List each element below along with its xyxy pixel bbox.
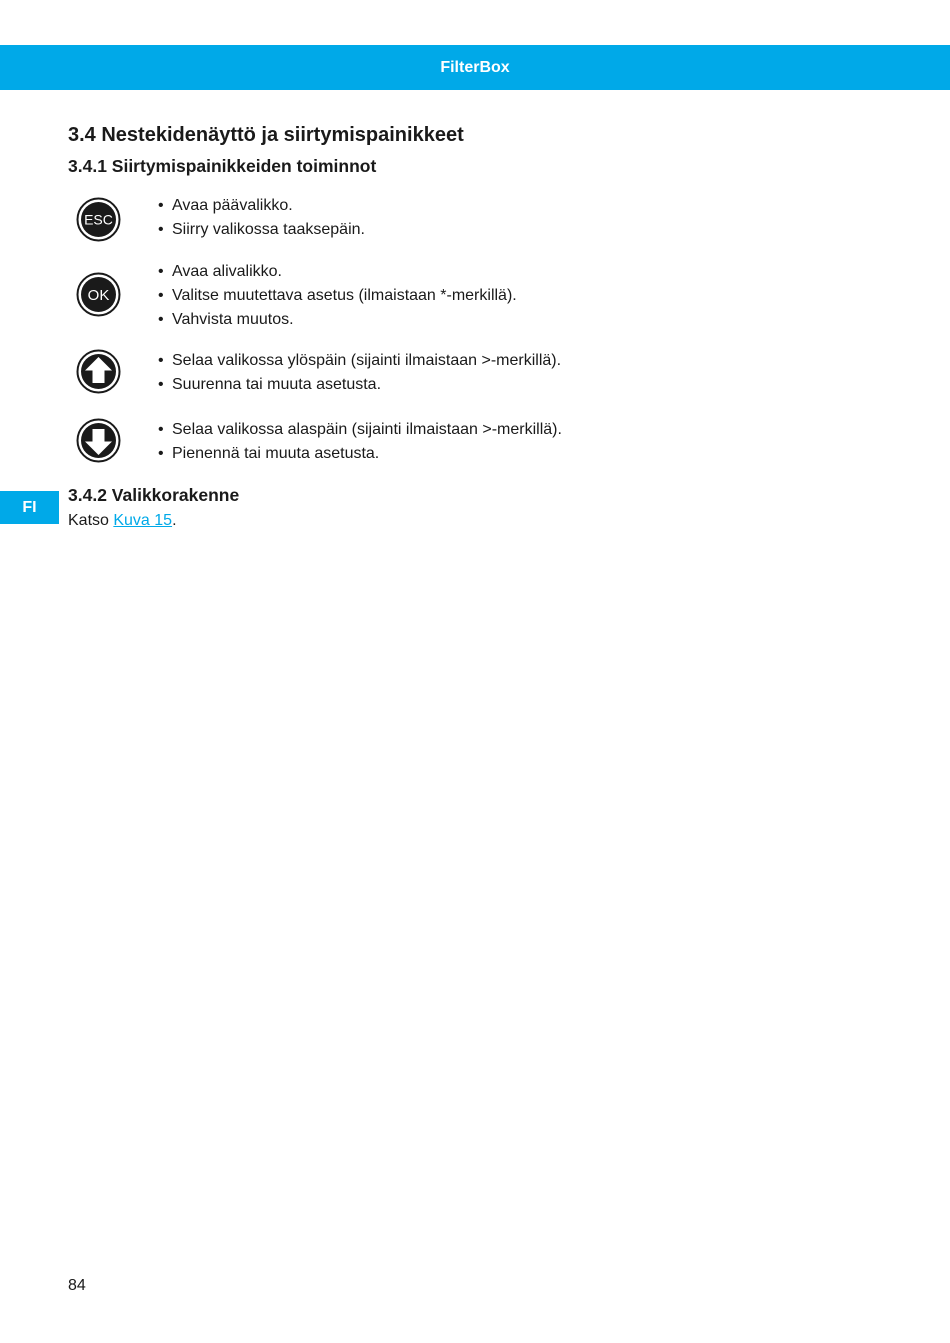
list-item: • Siirry valikossa taaksepäin. [158,218,365,242]
list-item: • Pienennä tai muuta asetusta. [158,442,562,466]
language-tab: FI [0,491,59,524]
esc-button-functions [158,194,365,242]
list-item: • Avaa päävalikko. [158,194,365,218]
subsection-heading-menu-structure: 3.4.2 Valikkorakenne [68,485,240,505]
list-item: • Selaa valikossa alaspäin (sijainti ilmaistaan >-merkillä). [158,418,562,442]
esc-button-label: ESC [84,211,113,228]
list-item: • Suurenna tai muuta asetusta. [158,373,561,397]
ok-button-label: OK [87,287,110,304]
document-title: FilterBox [440,59,510,76]
esc-button-icon [76,197,121,242]
header-bar [0,45,950,90]
ok-button-functions [158,260,517,332]
list-item: • Avaa alivalikko. [158,260,517,284]
list-item: • Vahvista muutos. [158,308,517,332]
reference-prefix: Katso [68,512,114,529]
arrow-up-button-functions [158,349,561,397]
list-item: • Valitse muutettava asetus (ilmaistaan *-merkillä). [158,284,517,308]
subsection-heading-navigation: 3.4.1 Siirtymispainikkeiden toiminnot [68,156,377,176]
figure-link[interactable]: Kuva 15 [113,512,173,529]
section-heading: 3.4 Nestekidenäyttö ja siirtymispainikkeet [68,124,464,146]
ok-button-icon [76,272,121,317]
list-item: • Selaa valikossa ylöspäin (sijainti ilmaistaan >-merkillä). [158,349,561,373]
arrow-up-button-icon [76,349,121,394]
arrow-down-button-functions [158,418,562,466]
reference-suffix: . [172,512,177,529]
menu-structure-reference [68,509,177,533]
arrow-down-button-icon [76,418,121,463]
page-number: 84 [68,1277,86,1294]
